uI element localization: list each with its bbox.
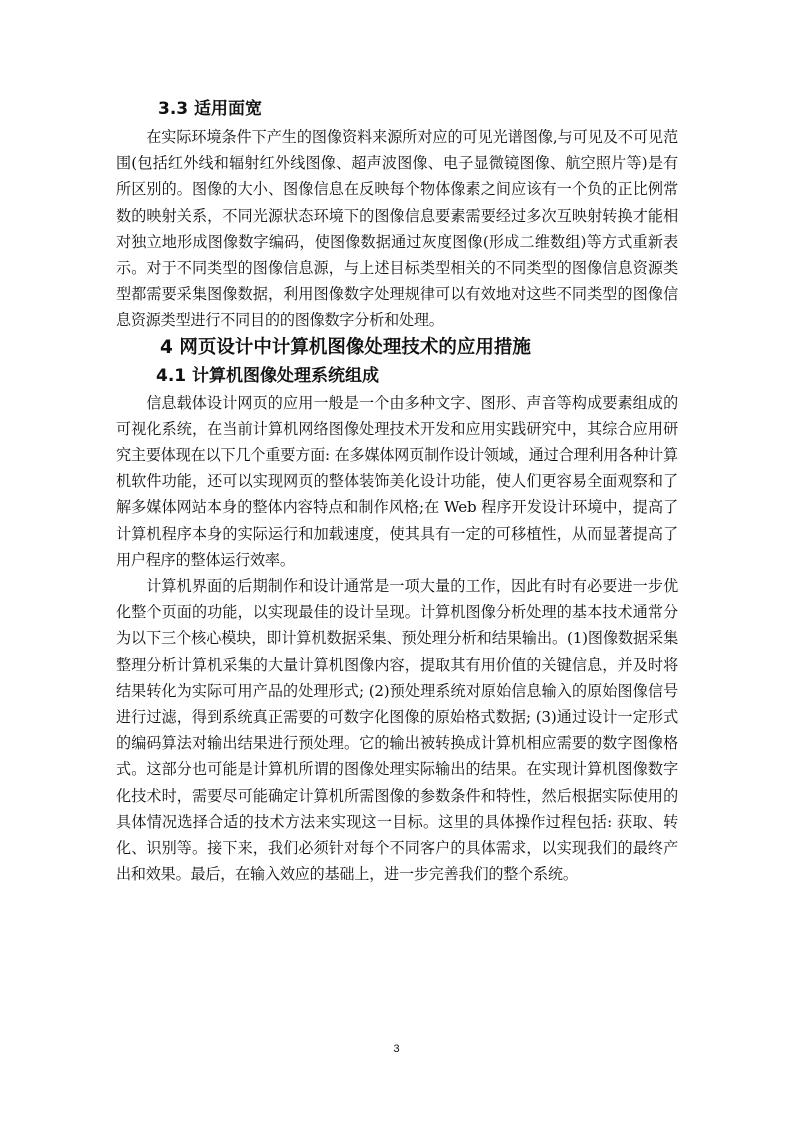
page-number: 3 — [393, 1043, 400, 1055]
section-4-1-heading: 4.1 计算机图像处理系统组成 — [156, 365, 380, 386]
section-3-3-heading: 3.3 适用面宽 — [158, 99, 263, 119]
section-4-heading: 4 网页设计中计算机图像处理技术的应用措施 — [160, 336, 531, 358]
section-4-1-paragraph-1: 信息载体设计网页的应用一般是一个由多种文字、图形、声音等构成要素组成的可视化系统，在当前计算机网络图像处理技术开发和应用实践研究中，其综合应用研究主要体现在以下几个重要方面: 在多媒体网页制作设计领域，通过合理利用各种计算机软件功能，还可以实现网页的整体装饰美化设计功能，使人们更容易全面观察和了解多媒体网站本身的整体内容特点和制作风格;在 Web 程序开发设计环境中，提高了计算机程序本身的实际运行和加载速度，使其具有一定的可移植性，从而显著提高了用户程序的整体运行效率。 — [116, 393, 678, 569]
section-3-3-paragraph: 在实际环境条件下产生的图像资料来源所对应的可见光谱图像,与可见及不可见范围(包括红外线和辐射红外线图像、超声波图像、电子显微镜图像、航空照片等)是有所区别的。图像的大小、图像信息在反映每个物体像素之间应该有一个负的正比例常数的映射关系，不同光源状态环境下的图像信息要素需要经过多次互映射转换才能相对独立地形成图像数字编码，使图像数据通过灰度图像(形成二维数组)等方式重新表示。对于不同类型的图像信息源，与上述目标类型相关的不同类型的图像信息资源类型都需要采集图像数据，利用图像数字处理规律可以有效地对这些不同类型的图像信息资源类型进行不同目的的图像数字分析和处理。 — [116, 128, 678, 330]
page-content — [116, 96, 678, 887]
section-4-1-paragraph-2: 计算机界面的后期制作和设计通常是一项大量的工作，因此有时有必要进一步优化整个页面的功能，以实现最佳的设计呈现。计算机图像分析处理的基本技术通常分为以下三个核心模块，即计算机数据采集、预处理分析和结果输出。(1)图像数据采集整理分析计算机采集的大量计算机图像内容，提取其有用价值的关键信息，并及时将结果转化为实际可用产品的处理形式; (2)预处理系统对原始信息输入的原始图像信号进行过滤，得到系统真正需要的可数字化图像的原始格式数据; (3)通过设计一定形式的编码算法对输出结果进行预处理。它的输出被转换成计算机相应需要的数字图像格式。这部分也可能是计算机所谓的图像处理实际输出的结果。在实现计算机图像数字化技术时，需要尽可能确定计算机所需图像的参数条件和特性，然后根据实际使用的具体情况选择合适的技术方法来实现这一目标。这里的具体操作过程包括: 获取、转化、识别等。接下来，我们必须针对每个不同客户的具体需求，以实现我们的最终产出和效果。最后，在输入效应的基础上，进一步完善我们的整个系统。 — [116, 577, 678, 884]
